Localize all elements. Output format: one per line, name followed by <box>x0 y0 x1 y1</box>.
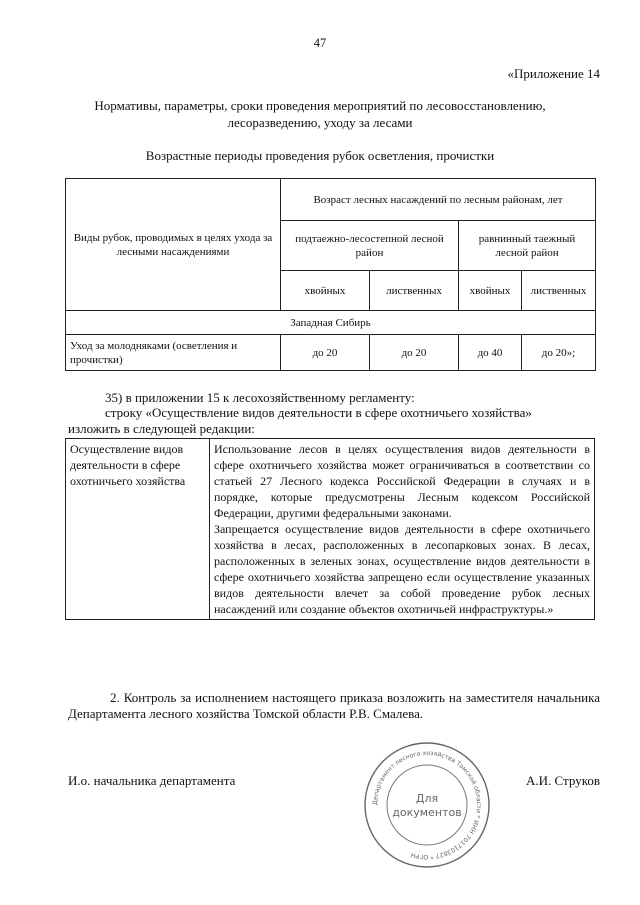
row-value: до 20 <box>370 335 459 371</box>
age-periods-table <box>65 178 596 371</box>
control-paragraph: 2. Контроль за исполнением настоящего приказа возложить на заместителя начальника Департамента лесного хозяйства Томской области Р.В. Смалева. <box>68 690 600 721</box>
title-line-1: Нормативы, параметры, сроки проведения мероприятий по лесовосстановлению, <box>94 98 546 113</box>
signatory-position: И.о. начальника департамента <box>68 773 236 788</box>
hunting-row-label: Осуществление видов деятельности в сфере охотничьего хозяйства <box>66 439 210 620</box>
zone-row: Западная Сибирь <box>66 311 596 335</box>
svg-text:Для: Для <box>415 792 439 805</box>
header-region-2: равнинный таежный лесной район <box>459 221 596 271</box>
hunting-row-text <box>210 439 595 620</box>
header-species: лиственных <box>522 271 596 311</box>
official-stamp <box>362 740 492 870</box>
header-age: Возраст лесных насаждений по лесным районам, лет <box>281 179 596 221</box>
hunting-table <box>65 438 595 620</box>
header-region-1: подтаежно-лесостепной лесной район <box>281 221 459 271</box>
header-species: хвойных <box>281 271 370 311</box>
hunting-paragraph-1: Использование лесов в целях осуществления видов деятельности в сфере охотничьего хозяйства может ограничиваться в соответствии со статьей 27 Лесного кодекса Российской Федерации в случаях и в порядке, которые предусмотрены Лесным кодексом Российской Федерации, другими федеральными законами. <box>214 442 590 520</box>
header-species: хвойных <box>459 271 522 311</box>
item-35: 35) в приложении 15 к лесохозяйственному регламенту: <box>105 390 415 405</box>
appendix-label: «Приложение 14 <box>507 66 600 81</box>
row-label: Уход за молодняками (осветления и прочистки) <box>66 335 281 371</box>
signatory-name: А.И. Струков <box>526 773 600 788</box>
svg-text:Департамент лесного хозяйства: Департамент лесного хозяйства Томской области * ИНН 7017103827 * ОГРН <box>371 749 483 861</box>
svg-text:документов: документов <box>392 806 462 819</box>
document-title <box>60 97 580 131</box>
page-number: 47 <box>313 36 327 50</box>
row-value: до 20»; <box>522 335 596 371</box>
table-subtitle: Возрастные периоды проведения рубок осветления, прочистки <box>145 148 495 163</box>
hunting-paragraph-2: Запрещается осуществление видов деятельности в сфере охотничьего хозяйства в лесах, расположенных в лесопарковых зонах. В лесах, расположенных в зеленых зонах, осуществление видов деятельности в сфере охотничьего хозяйства запрещено если осуществление указанных видов деятельности влечет за собой проведение рубок лесных насаждений или создание объектов охотничьей инфраструктуры.» <box>214 522 590 616</box>
row-value: до 20 <box>281 335 370 371</box>
amend-line-1: строку «Осуществление видов деятельности в сфере охотничьего хозяйства» <box>105 405 532 420</box>
row-value: до 40 <box>459 335 522 371</box>
header-cutting-types: Виды рубок, проводимых в целях ухода за лесными насаждениями <box>66 179 281 311</box>
header-species: лиственных <box>370 271 459 311</box>
amend-line-2: изложить в следующей редакции: <box>68 421 255 436</box>
title-line-2: лесоразведению, уходу за лесами <box>227 115 413 130</box>
